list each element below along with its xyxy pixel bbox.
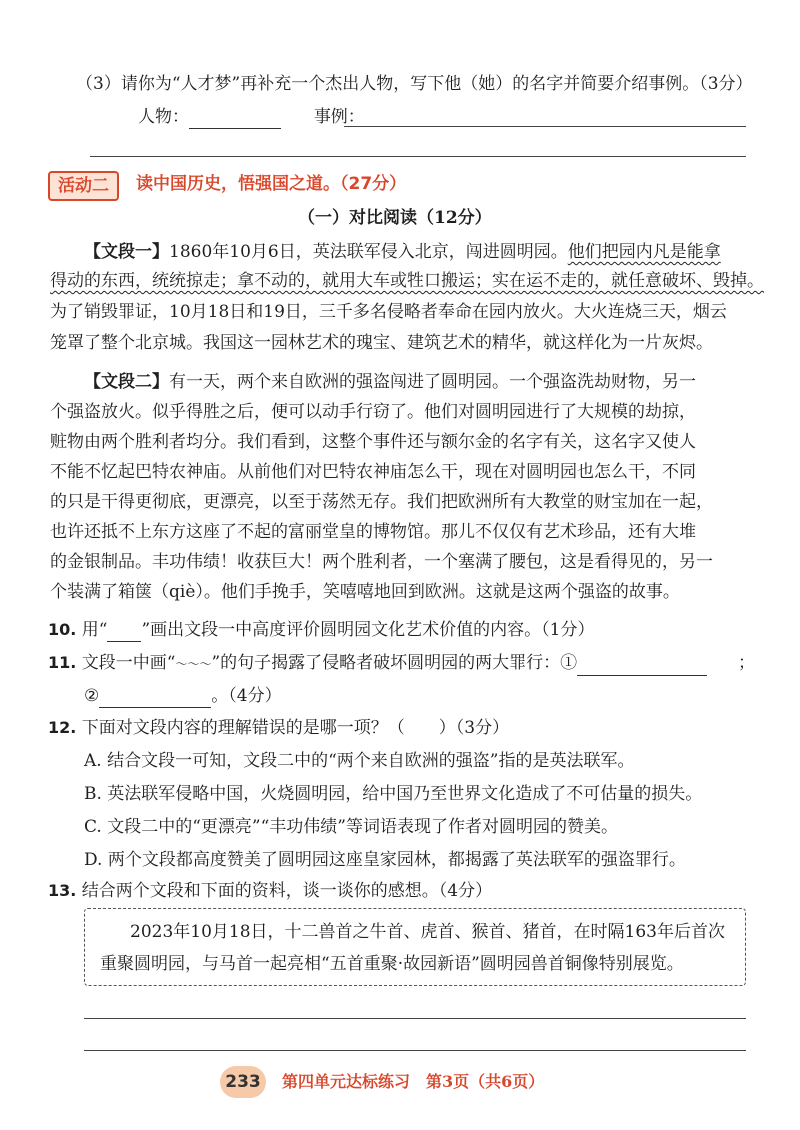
q11-line2	[84, 684, 282, 708]
q11-wave-sample: ～～～	[175, 657, 212, 671]
passage1-label: 【文段一】	[84, 242, 169, 262]
example-blank[interactable]	[344, 126, 746, 127]
q11-text-pre: 文段一中画“	[81, 653, 176, 673]
passage1-line3: 为了销毁罪证，10月18日和19日，三千多名侵略者奉命在园内放火。大火连烧三天，烟云	[50, 302, 727, 322]
q12-option-a[interactable]: A. 结合文段一可知，文段二中的“两个来自欧洲的强盗”指的是英法联军。	[84, 751, 635, 771]
passage2-line2: 个强盗放火。似乎得胜之后，便可以动手行窃了。他们对圆明园进行了大规模的劫掠，	[50, 402, 696, 422]
q10	[48, 618, 594, 642]
q3-prompt: （3）请你为“人才梦”再补充一个杰出人物，写下他（她）的名字并简要介绍事例。（3分）	[76, 74, 753, 94]
footer-text: 第四单元达标练习 第3页（共6页）	[282, 1072, 545, 1091]
q10-text-pre: 用“	[81, 620, 108, 640]
q13-prompt: 结合两个文段和下面的资料，谈一谈你的感想。（4分）	[81, 881, 493, 901]
q11-number: 11.	[48, 653, 77, 672]
q13-number: 13.	[48, 881, 77, 900]
q12-prompt: 下面对文段内容的理解错误的是哪一项？（ ）（3分）	[81, 718, 510, 738]
passage1-wavy-text-2: 得动的东西，统统掠走；拿不动的，就用大车或牲口搬运；实在运不走的，就任意破坏、毁掉。	[50, 271, 764, 291]
passage2-text: 有一天，两个来自欧洲的强盗闯进了圆明园。一个强盗洗劫财物，另一	[169, 372, 696, 392]
material-line2: 重聚圆明园，与马首一起亮相“五首重聚·故园新语”圆明园兽首铜像特别展览。	[100, 954, 684, 974]
q10-text-post: ”画出文段一中高度评价圆明园文化艺术价值的内容。（1分）	[141, 620, 595, 640]
passage2-label: 【文段二】	[84, 372, 169, 392]
q12	[48, 716, 509, 740]
q11-semicolon: ；	[738, 653, 755, 673]
q12-option-b[interactable]: B. 英法联军侵略中国，火烧圆明园，给中国乃至世界文化造成了不可估量的损失。	[84, 784, 703, 804]
passage2-line3: 赃物由两个胜利者均分。我们看到，这整个事件还与额尔金的名字有关，这名字又使人	[50, 432, 696, 452]
q3-extra-line[interactable]	[90, 156, 746, 157]
example-label: 事例：	[313, 107, 365, 127]
passage2-line7: 的金银制品。丰功伟绩！收获巨大！两个胜利者，一个塞满了腰包，这是看得见的，另一	[50, 552, 713, 572]
person-label: 人物：	[138, 107, 189, 127]
q11	[48, 651, 707, 676]
q11-blank-2[interactable]	[99, 707, 211, 708]
q12-option-d[interactable]: D. 两个文段都高度赞美了圆明园这座皇家园林，都揭露了英法联军的强盗罪行。	[84, 850, 686, 870]
q12-option-c[interactable]: C. 文段二中的“更漂亮”“丰功伟绩”等词语表现了作者对圆明园的赞美。	[84, 817, 618, 837]
passage1-line1	[84, 240, 721, 264]
q12-number: 12.	[48, 718, 77, 737]
q11-blank-1[interactable]	[577, 675, 707, 676]
passage2-line1	[84, 370, 696, 394]
passage2-line6: 也许还抵不上东方这座了不起的富丽堂皇的博物馆。那儿不仅仅有艺术珍品，还有大堆	[50, 522, 696, 542]
q11-text-post: ”的句子揭露了侵略者破坏圆明园的两大罪行：①	[211, 653, 578, 673]
passage2-line5: 的只是干得更彻底，更漂亮，以至于荡然无存。我们把欧洲所有大教堂的财宝加在一起，	[50, 492, 713, 512]
answer-line-1[interactable]	[84, 1018, 746, 1019]
q11-score: 。（4分）	[211, 686, 282, 706]
q3-answer-row	[138, 105, 365, 129]
q11-circle-2: ②	[84, 686, 100, 706]
passage1-line4: 笼罩了整个北京城。我国这一园林艺术的瑰宝、建筑艺术的精华，就这样化为一片灰烬。	[50, 333, 713, 353]
activity-badge: 活动二	[48, 171, 119, 201]
section-title: （一）对比阅读（12分）	[298, 208, 492, 228]
person-blank[interactable]	[189, 128, 281, 129]
passage2-line4: 不能不忆起巴特农神庙。从前他们对巴特农神庙怎么干，现在对圆明园也怎么干，不同	[50, 462, 696, 482]
passage1-line2	[50, 269, 764, 293]
activity-title: 读中国历史，悟强国之道。（27分）	[136, 174, 407, 194]
q10-number: 10.	[48, 620, 77, 639]
q13	[48, 879, 492, 903]
passage1-wavy-text: 他们把园内凡是能拿	[567, 242, 721, 262]
passage1-text: 1860年10月6日，英法联军侵入北京，闯进圆明园。	[169, 242, 568, 262]
page-number: 233	[220, 1066, 266, 1098]
material-line1: 2023年10月18日，十二兽首之牛首、虎首、猴首、猪首，在时隔163年后首次	[130, 922, 725, 942]
answer-line-2[interactable]	[84, 1050, 746, 1051]
passage2-line8: 个装满了箱箧（qiè）。他们手挽手，笑嘻嘻地回到欧洲。这就是这两个强盗的故事。	[50, 582, 680, 602]
q10-line-sample	[107, 641, 141, 642]
